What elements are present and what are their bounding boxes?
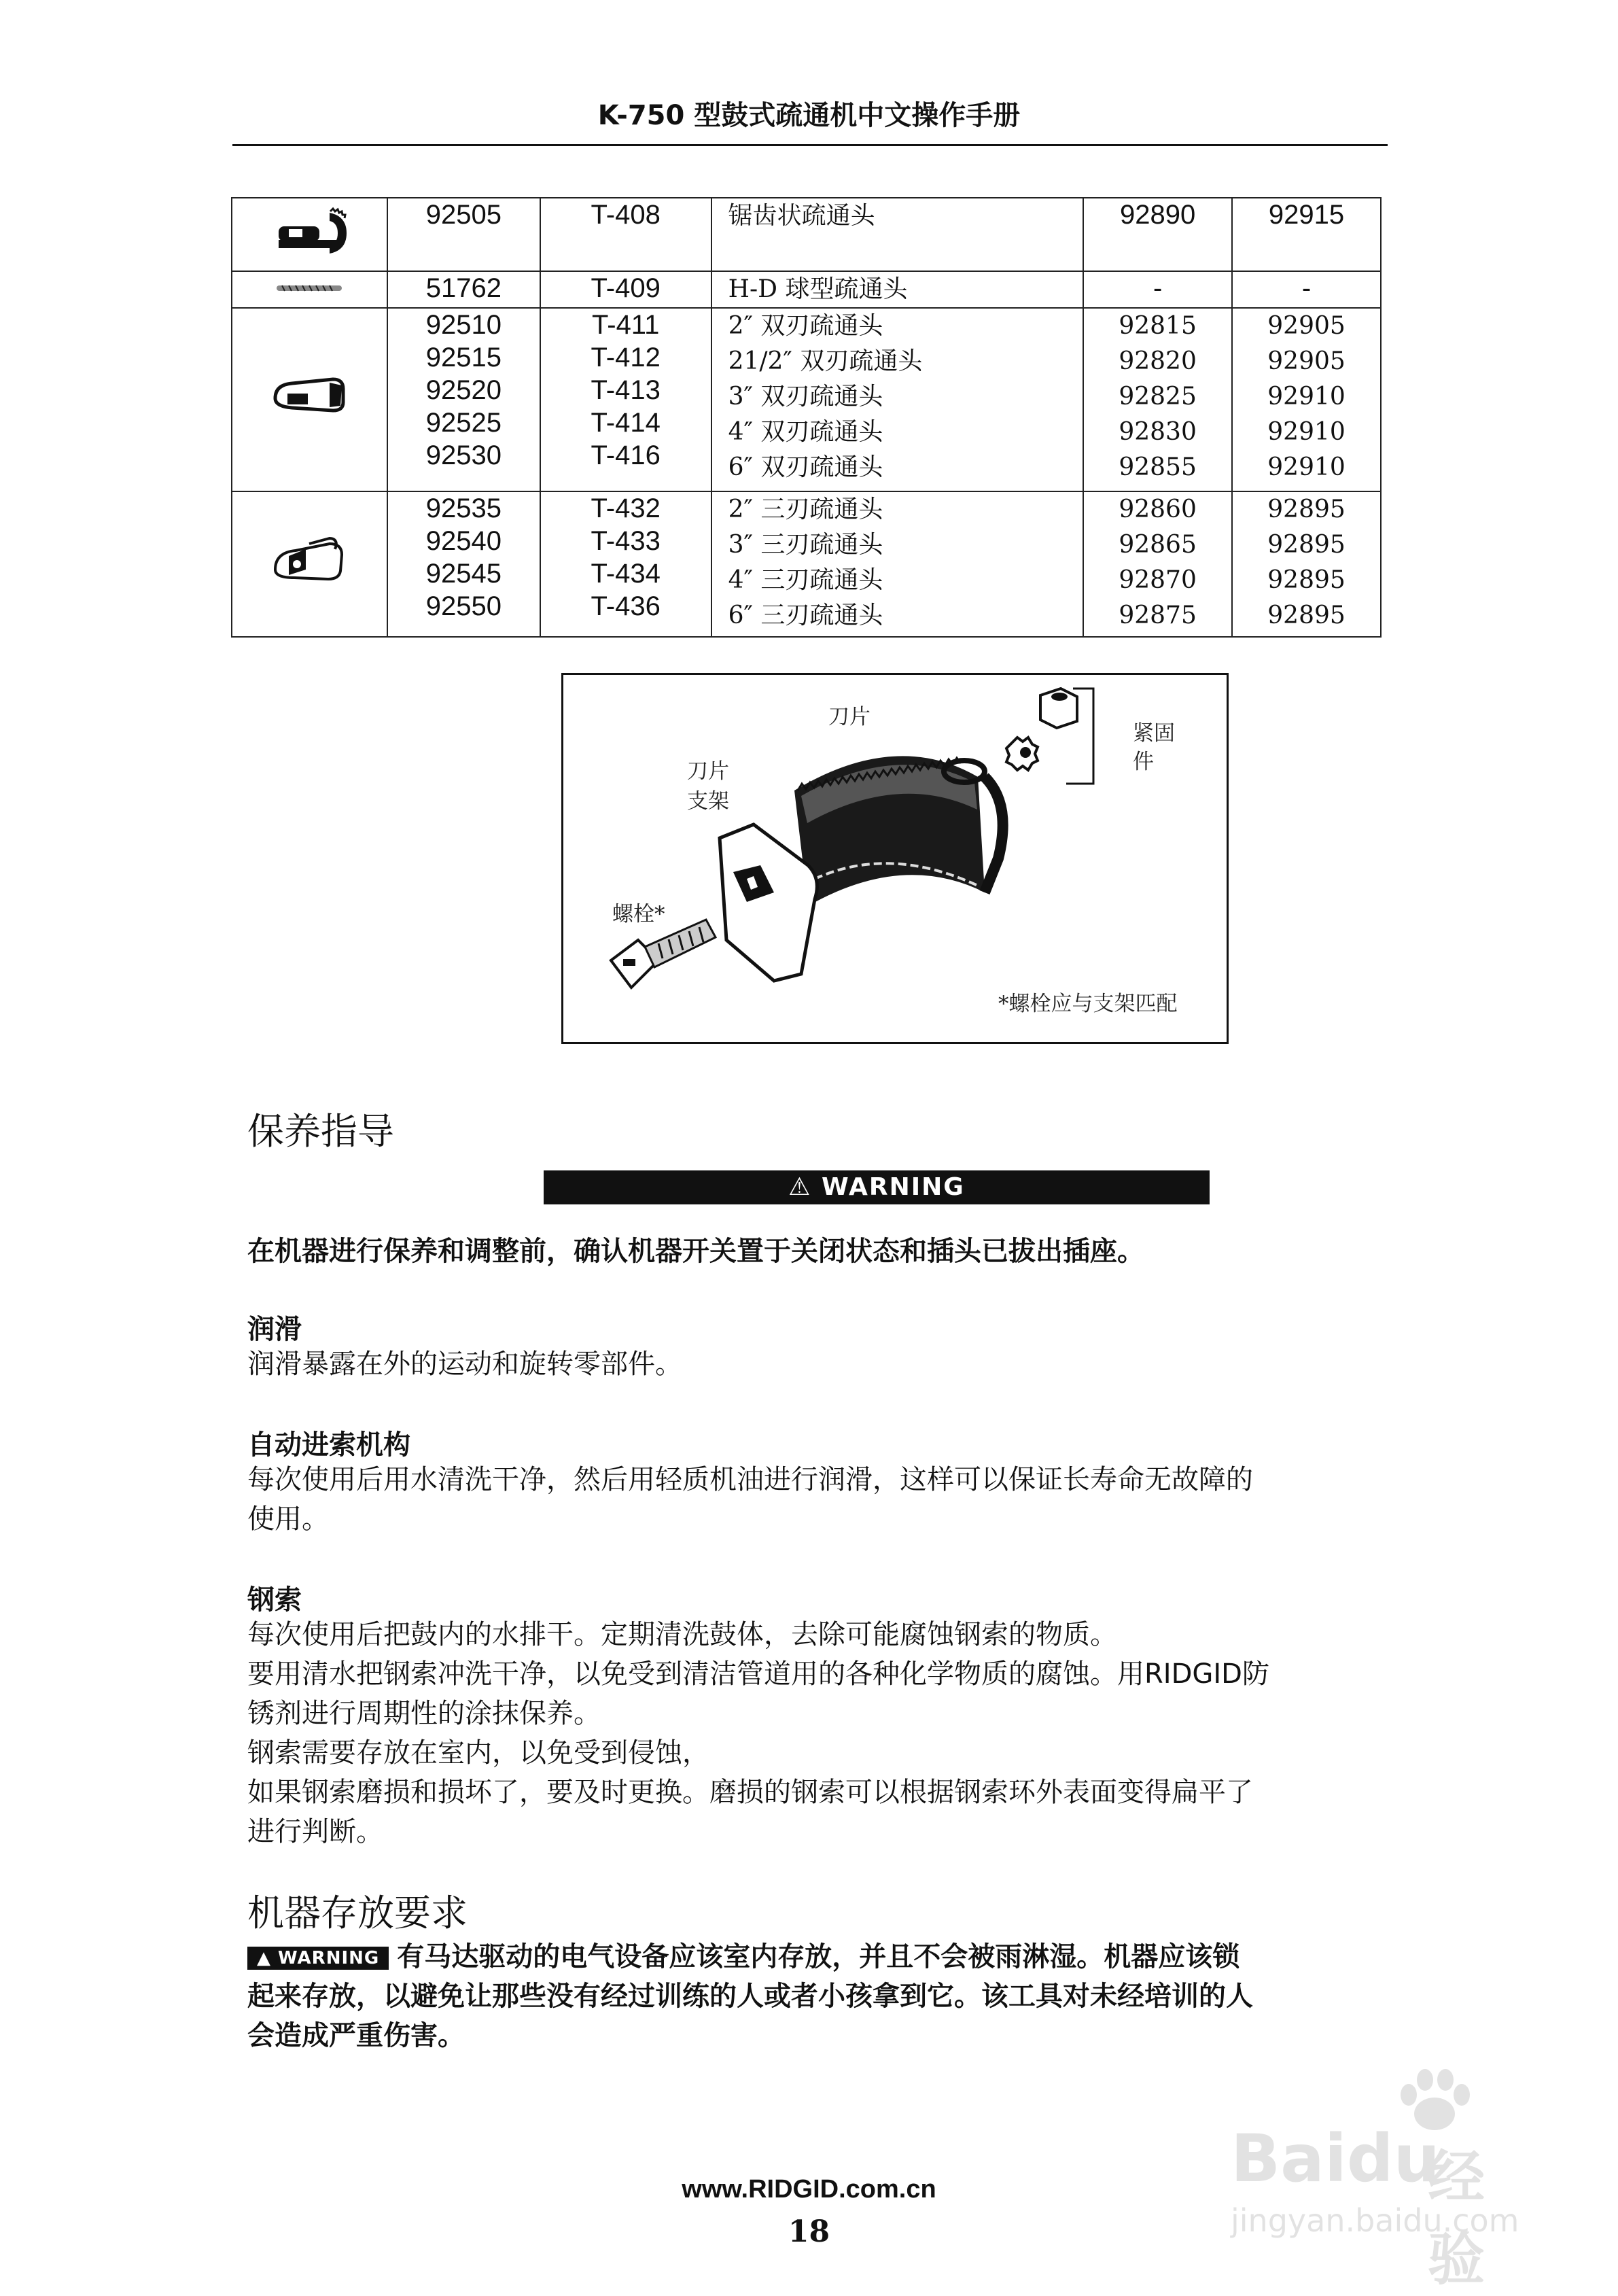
- holder-number: 92895: [1267, 531, 1346, 559]
- cutter-description: 4″ 三刃疏通头: [728, 566, 883, 594]
- cutter-description: 2″ 双刃疏通头: [728, 312, 883, 340]
- header-divider: [232, 144, 1388, 146]
- model-number: T-414: [591, 408, 661, 438]
- holder-label-line1: 刀片: [687, 759, 729, 784]
- part-number: 51762: [425, 273, 502, 303]
- watermark-url: jingyan.baidu.com: [1231, 2202, 1519, 2239]
- table-row: [232, 271, 1381, 308]
- part-number: 92510: [425, 310, 502, 340]
- part-number: 92545: [425, 559, 502, 589]
- model-number: T-432: [591, 493, 661, 523]
- model-number: T-412: [591, 343, 661, 372]
- baidu-watermark: [1224, 2066, 1523, 2293]
- warning-badge-label: WARNING: [278, 1948, 380, 1968]
- part-number: 92520: [425, 375, 502, 405]
- model-number: T-411: [592, 310, 660, 340]
- cutter-description: 锯齿状疏通头: [728, 202, 875, 230]
- footer-url: www.RIDGID.com.cn: [682, 2175, 936, 2204]
- holder-number: 92895: [1267, 566, 1346, 594]
- part-number: 92505: [425, 200, 502, 230]
- lubrication-text: 润滑暴露在外的运动和旋转零部件。: [247, 1349, 682, 1380]
- table-row: [232, 198, 1381, 271]
- part-number: 92530: [425, 440, 502, 470]
- storage-title: 机器存放要求: [247, 1892, 468, 1934]
- auto-feed-heading: 自动进索机构: [247, 1429, 410, 1461]
- parts-table: [231, 197, 1382, 638]
- holder-number: 92910: [1267, 418, 1346, 446]
- storage-text-line1: [247, 1937, 1389, 1977]
- watermark-brand-cn: 经验: [1428, 2144, 1485, 2293]
- cable-text-line4: 钢索需要存放在室内，以免受到侵蚀，: [247, 1737, 709, 1769]
- holder-number: 92915: [1268, 200, 1345, 230]
- blade-number: 92825: [1119, 383, 1197, 411]
- blade-number: 92890: [1120, 200, 1196, 230]
- cutter-description: 21/2″ 双刃疏通头: [728, 347, 923, 375]
- page-title: K-750 型鼓式疏通机中文操作手册: [597, 100, 1021, 131]
- maintenance-warning-text: 在机器进行保养和调整前，确认机器开关置于关闭状态和插头已拔出插座。: [247, 1236, 1144, 1267]
- cutter-description: 6″ 双刃疏通头: [728, 453, 883, 481]
- cable-text-line2: 要用清水把钢索冲洗干净，以免受到清洁管道用的各种化学物质的腐蚀。用RIDGID防: [247, 1658, 1269, 1690]
- blade-number: 92830: [1119, 418, 1197, 446]
- holder-number: 92910: [1267, 383, 1346, 411]
- holder-number: 92910: [1267, 453, 1346, 481]
- cable-heading: 钢索: [247, 1584, 302, 1616]
- warning-badge: ▲ WARNING: [247, 1947, 389, 1970]
- model-number: T-409: [591, 273, 661, 303]
- page-number: 18: [788, 2214, 830, 2249]
- cutter-description: 2″ 三刃疏通头: [728, 495, 883, 523]
- auto-feed-text-line1: 每次使用后用水清洗干净，然后用轻质机油进行润滑，这样可以保证长寿命无故障的: [247, 1464, 1253, 1495]
- bolt-note: *螺栓应与支架匹配: [998, 992, 1178, 1016]
- blade-number: 92865: [1119, 531, 1197, 559]
- storage-text-line2: 起来存放，以避免让那些没有经过训练的人或者小孩拿到它。该工具对未经培训的人: [247, 1981, 1253, 2012]
- blade-label: 刀片: [828, 705, 870, 729]
- cutter-description: 4″ 双刃疏通头: [728, 418, 883, 446]
- blade-number: 92860: [1119, 495, 1197, 523]
- ball-cutter-icon: [232, 271, 387, 308]
- blade-number: 92820: [1119, 347, 1197, 375]
- blade-number: 92870: [1119, 566, 1197, 594]
- holder-number: -: [1301, 273, 1312, 303]
- cable-text-line1: 每次使用后把鼓内的水排干。定期清洗鼓体，去除可能腐蚀钢索的物质。: [247, 1619, 1117, 1650]
- model-number: T-408: [591, 200, 661, 230]
- part-number: 92535: [425, 493, 502, 523]
- storage-text-line1-content: 有马达驱动的电气设备应该室内存放，并且不会被雨淋湿。机器应该锁: [397, 1941, 1240, 1972]
- fastener-label-line2: 件: [1133, 750, 1154, 774]
- warning-triangle-icon: ⚠: [788, 1173, 812, 1201]
- two-blade-cutter-icon: [232, 308, 387, 491]
- blade-number: 92855: [1119, 453, 1197, 481]
- warning-label: WARNING: [821, 1173, 965, 1201]
- holder-number: 92905: [1267, 347, 1346, 375]
- holder-number: 92905: [1267, 312, 1346, 340]
- holder-number: 92895: [1267, 495, 1346, 523]
- cutter-description: H-D 球型疏通头: [728, 275, 908, 303]
- model-number: T-434: [591, 559, 661, 589]
- cutter-description: 6″ 三刃疏通头: [728, 602, 883, 629]
- bolt-label: 螺栓*: [612, 902, 665, 926]
- blade-number: 92875: [1119, 602, 1197, 629]
- part-number: 92540: [425, 526, 502, 556]
- three-blade-cutter-icon: [232, 491, 387, 637]
- auto-feed-text-line2: 使用。: [247, 1503, 329, 1535]
- watermark-brand: Baidu: [1231, 2121, 1440, 2197]
- model-number: T-436: [591, 591, 661, 621]
- storage-text-line3: 会造成严重伤害。: [247, 2020, 465, 2051]
- model-number: T-433: [591, 526, 661, 556]
- model-number: T-413: [591, 375, 661, 405]
- cutter-description: 3″ 双刃疏通头: [728, 383, 883, 411]
- part-number: 92525: [425, 408, 502, 438]
- fastener-label-line1: 紧固: [1133, 721, 1175, 746]
- part-number: 92550: [425, 591, 502, 621]
- table-row: [232, 308, 1381, 491]
- model-number: T-416: [591, 440, 661, 470]
- holder-number: 92895: [1267, 602, 1346, 629]
- part-number: 92515: [425, 343, 502, 372]
- cable-text-line3: 锈剂进行周期性的涂抹保养。: [247, 1698, 601, 1729]
- cable-text-line6: 进行判断。: [247, 1816, 383, 1847]
- blade-number: 92815: [1119, 312, 1197, 340]
- blade-number: -: [1153, 273, 1163, 303]
- lubrication-heading: 润滑: [247, 1314, 302, 1345]
- table-row: [232, 491, 1381, 637]
- cutter-assembly-figure: [561, 673, 1229, 1044]
- cutter-description: 3″ 三刃疏通头: [728, 531, 883, 559]
- holder-label-line2: 支架: [687, 789, 729, 814]
- cable-text-line5: 如果钢索磨损和损坏了，要及时更换。磨损的钢索可以根据钢索环外表面变得扁平了: [247, 1777, 1253, 1808]
- saw-tooth-cutter-icon: [232, 198, 387, 271]
- maintenance-title: 保养指导: [247, 1110, 394, 1153]
- cutter-assembly-illustration: [563, 675, 1227, 1042]
- warning-banner: [544, 1170, 1210, 1204]
